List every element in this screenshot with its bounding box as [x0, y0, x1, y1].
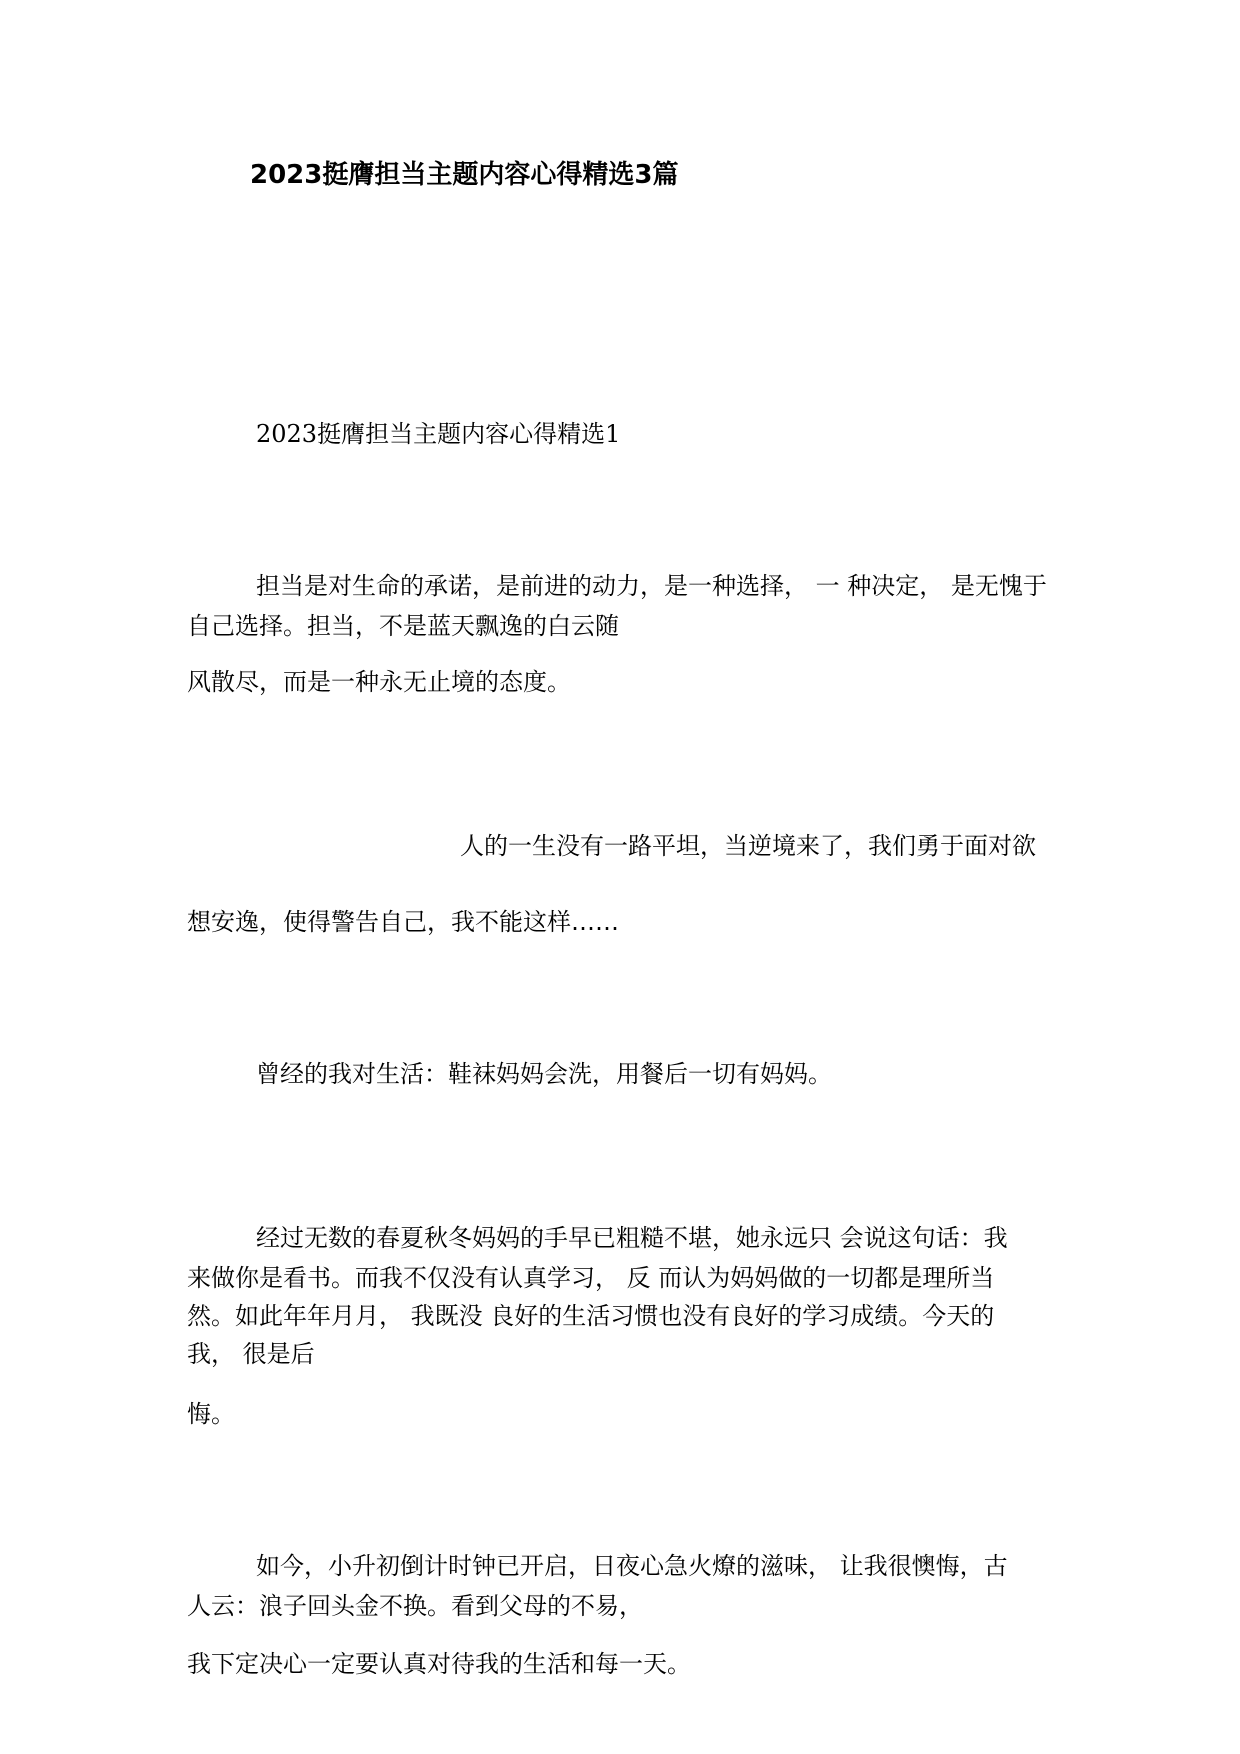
paragraph-line: 我下定决心一定要认真对待我的生活和每一天。	[187, 1650, 691, 1678]
paragraph-line: 曾经的我对生活：鞋袜妈妈会洗，用餐后一切有妈妈。	[256, 1060, 832, 1088]
paragraph-line: 悔。	[187, 1400, 235, 1428]
paragraph-line: 如今，小升初倒计时钟已开启，日夜心急火燎的滋味， 让我很懊悔，古	[256, 1552, 1008, 1580]
paragraph-line: 人的一生没有一路平坦，当逆境来了，我们勇于面对欲	[460, 832, 1036, 860]
paragraph-line: 想安逸，使得警告自己，我不能这样……	[187, 908, 619, 936]
document-title: 2023挺膺担当主题内容心得精选3篇	[250, 160, 679, 190]
paragraph-line: 然。如此年年月月， 我既没 良好的生活习惯也没有良好的学习成绩。今天的	[187, 1302, 995, 1330]
paragraph-line: 自己选择。担当，不是蓝天飘逸的白云随	[187, 612, 619, 640]
paragraph-line: 风散尽，而是一种永无止境的态度。	[187, 668, 571, 696]
paragraph-line: 经过无数的春夏秋冬妈妈的手早已粗糙不堪，她永远只 会说这句话：我	[256, 1224, 1008, 1252]
paragraph-line: 我， 很是后	[187, 1340, 315, 1368]
paragraph-line: 担当是对生命的承诺，是前进的动力，是一种选择， 一 种决定， 是无愧于	[256, 572, 1047, 600]
section-title: 2023挺膺担当主题内容心得精选1	[256, 420, 621, 448]
paragraph-line: 来做你是看书。而我不仅没有认真学习， 反 而认为妈妈做的一切都是理所当	[187, 1264, 995, 1292]
paragraph-line: 人云：浪子回头金不换。看到父母的不易，	[187, 1592, 643, 1620]
